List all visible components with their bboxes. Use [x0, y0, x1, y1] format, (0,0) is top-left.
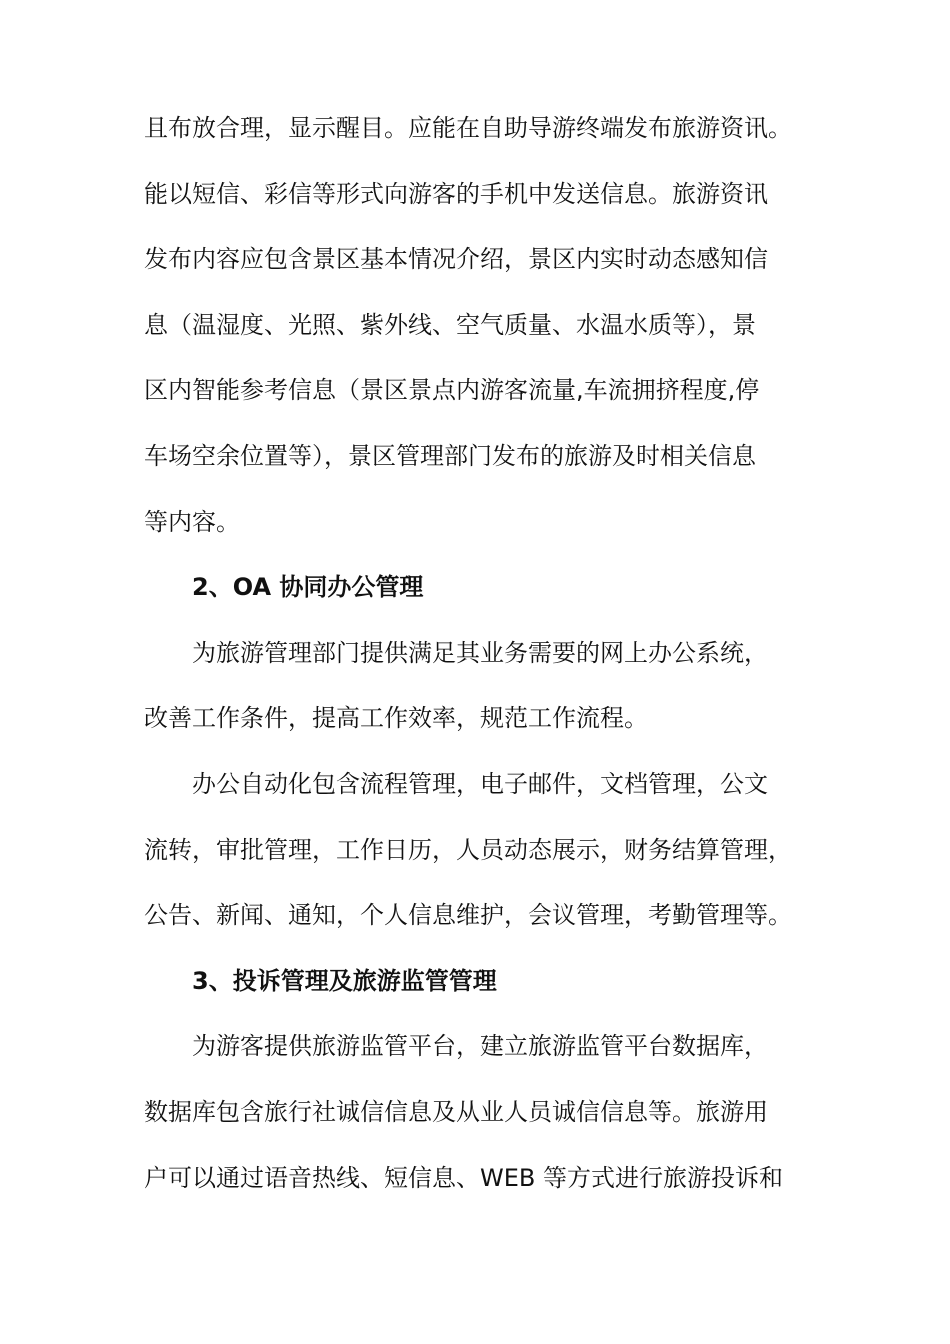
section-heading-oa: 2、OA 协同办公管理 [192, 573, 424, 602]
text-line: 等内容。 [144, 507, 240, 536]
text-line: 息（温湿度、光照、紫外线、空气质量、水温水质等），景 [144, 310, 756, 339]
text-line: 且布放合理，显示醒目。应能在自助导游终端发布旅游资讯。 [144, 114, 792, 142]
text-line: 区内智能参考信息（景区景点内游客流量,车流拥挤程度,停 [144, 376, 760, 405]
paragraph-tourism-info [144, 96, 812, 555]
paragraph-supervision-platform [144, 1014, 812, 1211]
text-line: 能以短信、彩信等形式向游客的手机中发送信息。旅游资讯 [144, 179, 768, 208]
text-line: 流转，审批管理，工作日历，人员动态展示，财务结算管理， [144, 835, 792, 864]
text-line: 车场空余位置等），景区管理部门发布的旅游及时相关信息 [144, 441, 756, 470]
text-line: 数据库包含旅行社诚信信息及从业人员诚信信息等。旅游用 [144, 1097, 768, 1126]
text-line: 发布内容应包含景区基本情况介绍，景区内实时动态感知信 [144, 245, 768, 274]
text-line: 为旅游管理部门提供满足其业务需要的网上办公系统， [192, 638, 768, 667]
paragraph-oa-system [144, 621, 812, 752]
text-line: 户可以通过语音热线、短信息、WEB 等方式进行旅游投诉和 [144, 1163, 783, 1192]
text-line: 公告、新闻、通知，个人信息维护，会议管理，考勤管理等。 [144, 901, 792, 930]
text-line: 改善工作条件，提高工作效率，规范工作流程。 [144, 704, 648, 733]
text-line: 办公自动化包含流程管理，电子邮件，文档管理，公文 [192, 769, 768, 798]
document-body [144, 96, 812, 1211]
text-line: 为游客提供旅游监管平台，建立旅游监管平台数据库， [192, 1032, 768, 1061]
paragraph-office-automation [144, 752, 812, 949]
section-heading-complaints: 3、投诉管理及旅游监管管理 [192, 966, 497, 995]
